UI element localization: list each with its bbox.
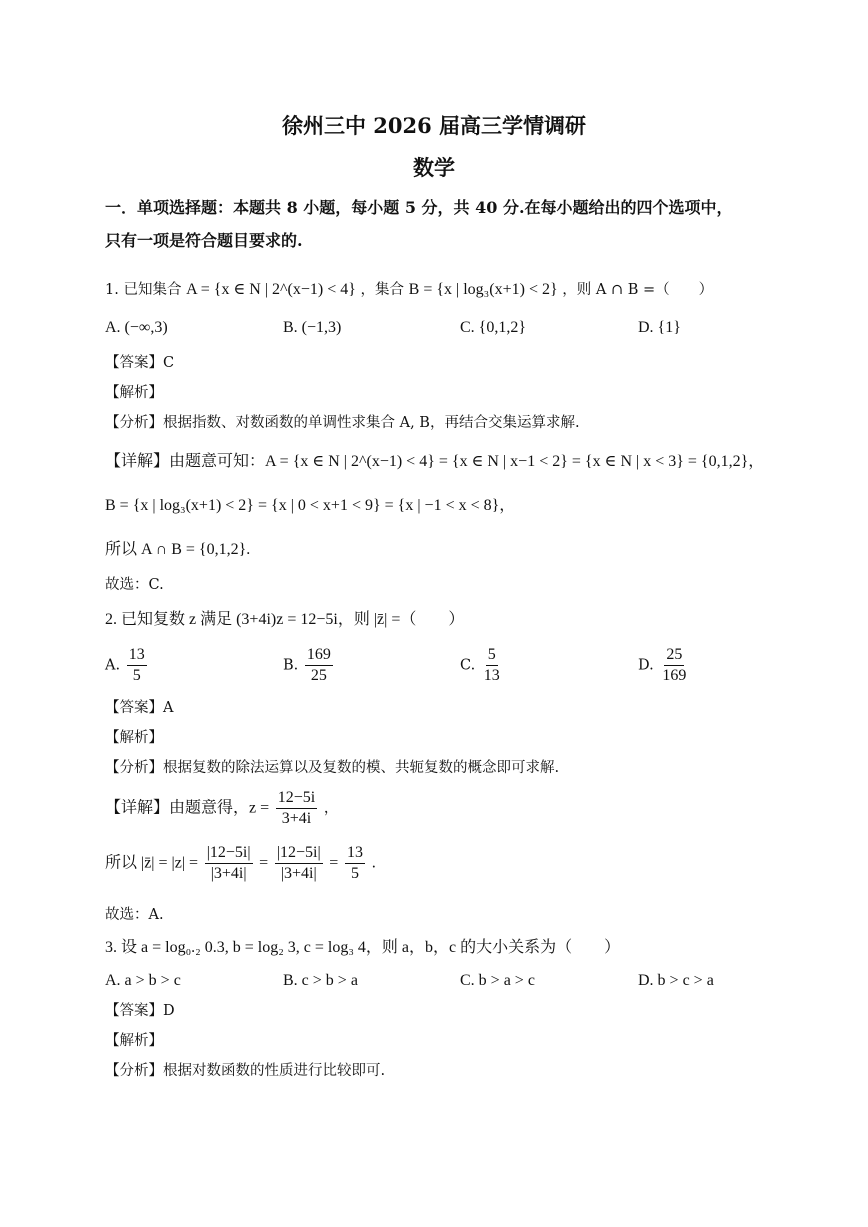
q2-f1-num: |12−5i| xyxy=(205,843,253,864)
q2-analysis-label: 【解析】 xyxy=(105,730,163,746)
section-heading-line1: 一．单项选择题：本题共 8 小题，每小题 5 分，共 40 分.在每小题给出的四个选项中， xyxy=(105,198,733,217)
q2-f2-num: |12−5i| xyxy=(275,843,323,864)
q1-option-d: D. {1} xyxy=(638,319,681,336)
document-title: 徐州三中 2026 届高三学情调研 xyxy=(281,113,587,138)
q2-f3-den: 5 xyxy=(350,865,359,882)
q2-f2-den: |3+4i| xyxy=(280,865,317,882)
q2-option-d-fraction xyxy=(660,645,688,686)
q1-option-b: B. (−1,3) xyxy=(283,319,342,336)
q2-modulus xyxy=(105,843,376,884)
subject-title: 数学 xyxy=(413,155,455,180)
q2-option-c-num: 5 xyxy=(486,645,498,666)
q2-option-d-label: D. xyxy=(638,657,654,674)
q2-fenxi: 【分析】根据复数的除法运算以及复数的模、共轭复数的概念即可求解. xyxy=(105,760,560,776)
q2-option-b-fraction xyxy=(305,645,333,686)
q1-option-a: A. (−∞,3) xyxy=(105,319,168,336)
q2-detail-num: 12−5i xyxy=(276,788,317,809)
q2-modulus-fraction-1 xyxy=(205,843,253,884)
q3-option-c: C. b > a > c xyxy=(460,972,535,989)
q2-eq-2: = xyxy=(329,854,339,872)
q2-option-b-label: B. xyxy=(283,657,299,674)
q2-modulus-prefix: 所以 |z̄| = |z| = xyxy=(105,854,199,872)
q2-option-a-num: 13 xyxy=(127,645,147,666)
q2-option-b xyxy=(283,645,335,686)
q2-detail-den: 3+4i xyxy=(281,810,312,827)
q2-detail xyxy=(105,788,338,829)
q2-detail-prefix: 【详解】由题意得，z = xyxy=(105,799,270,817)
q2-f1-den: |3+4i| xyxy=(210,865,247,882)
q2-answer: 【答案】A xyxy=(105,700,174,716)
q1-detail-2: B = {x | log₃(x+1) < 2} = {x | 0 < x+1 < 9} = {x | −1 < x < 8}， xyxy=(105,497,516,514)
q2-detail-suffix: ， xyxy=(323,800,339,817)
q1-option-c: C. {0,1,2} xyxy=(460,319,527,336)
q2-option-a-label: A. xyxy=(105,657,121,674)
q1-choice: 故选：C. xyxy=(105,577,164,593)
q2-option-a-fraction xyxy=(127,645,147,686)
q2-option-d-den: 169 xyxy=(662,667,687,684)
q2-option-c-den: 13 xyxy=(483,667,500,684)
q2-f3-num: 13 xyxy=(345,843,365,864)
q2-modulus-fraction-3 xyxy=(345,843,365,884)
q1-stem-b: ，集合 xyxy=(360,282,405,298)
section-heading-line2: 只有一项是符合题目要求的. xyxy=(105,231,303,250)
q1-stem-c: ，则 A ∩ B =（ ） xyxy=(562,282,714,298)
q3-fenxi: 【分析】根据对数函数的性质进行比较即可. xyxy=(105,1063,386,1079)
q1-stem xyxy=(105,280,713,300)
q1-detail-1: 【详解】由题意可知：A = {x ∈ N | 2^(x−1) < 4} = {x ∈ N | x−1 < 2} = {x ∈ N | x < 3} = {0,1,2}， xyxy=(105,453,765,470)
q3-option-a: A. a > b > c xyxy=(105,972,181,989)
q2-choice: 故选：A. xyxy=(105,907,164,923)
q2-option-a xyxy=(105,645,149,686)
q2-option-a-den: 5 xyxy=(132,667,141,684)
q3-answer: 【答案】D xyxy=(105,1003,175,1019)
q2-stem: 2. 已知复数 z 满足 (3+4i)z = 12−5i，则 |z̄| =（ ） xyxy=(105,611,465,628)
q1-detail-3: 所以 A ∩ B = {0,1,2}. xyxy=(105,541,251,558)
q1-analysis-label: 【解析】 xyxy=(105,385,163,401)
q1-set-b: B = {x | log₃(x+1) < 2} xyxy=(408,281,558,298)
q2-option-d-num: 25 xyxy=(664,645,684,666)
q1-answer: 【答案】C xyxy=(105,355,175,371)
q2-option-b-den: 25 xyxy=(310,667,327,684)
q3-stem: 3. 设 a = log₀.₂ 0.3, b = log₂ 3, c = log₃ 4，则 a，b，c 的大小关系为（ ） xyxy=(105,939,621,956)
q3-option-d: D. b > c > a xyxy=(638,972,714,989)
q2-option-c xyxy=(460,645,504,686)
q1-stem-a: 1. 已知集合 xyxy=(105,282,182,298)
q2-detail-fraction xyxy=(276,788,317,829)
q2-modulus-end: . xyxy=(371,855,377,872)
q2-option-c-fraction xyxy=(482,645,502,686)
q1-set-a: A = {x ∈ N | 2^(x−1) < 4} xyxy=(186,281,356,298)
q3-analysis-label: 【解析】 xyxy=(105,1033,163,1049)
q1-fenxi: 【分析】根据指数、对数函数的单调性求集合 A, B，再结合交集运算求解. xyxy=(105,415,580,431)
q2-option-c-label: C. xyxy=(460,657,476,674)
q2-option-b-num: 169 xyxy=(305,645,333,666)
q2-eq-1: = xyxy=(259,854,269,872)
q2-modulus-fraction-2 xyxy=(275,843,323,884)
q3-option-b: B. c > b > a xyxy=(283,972,358,989)
q2-option-d xyxy=(638,645,690,686)
